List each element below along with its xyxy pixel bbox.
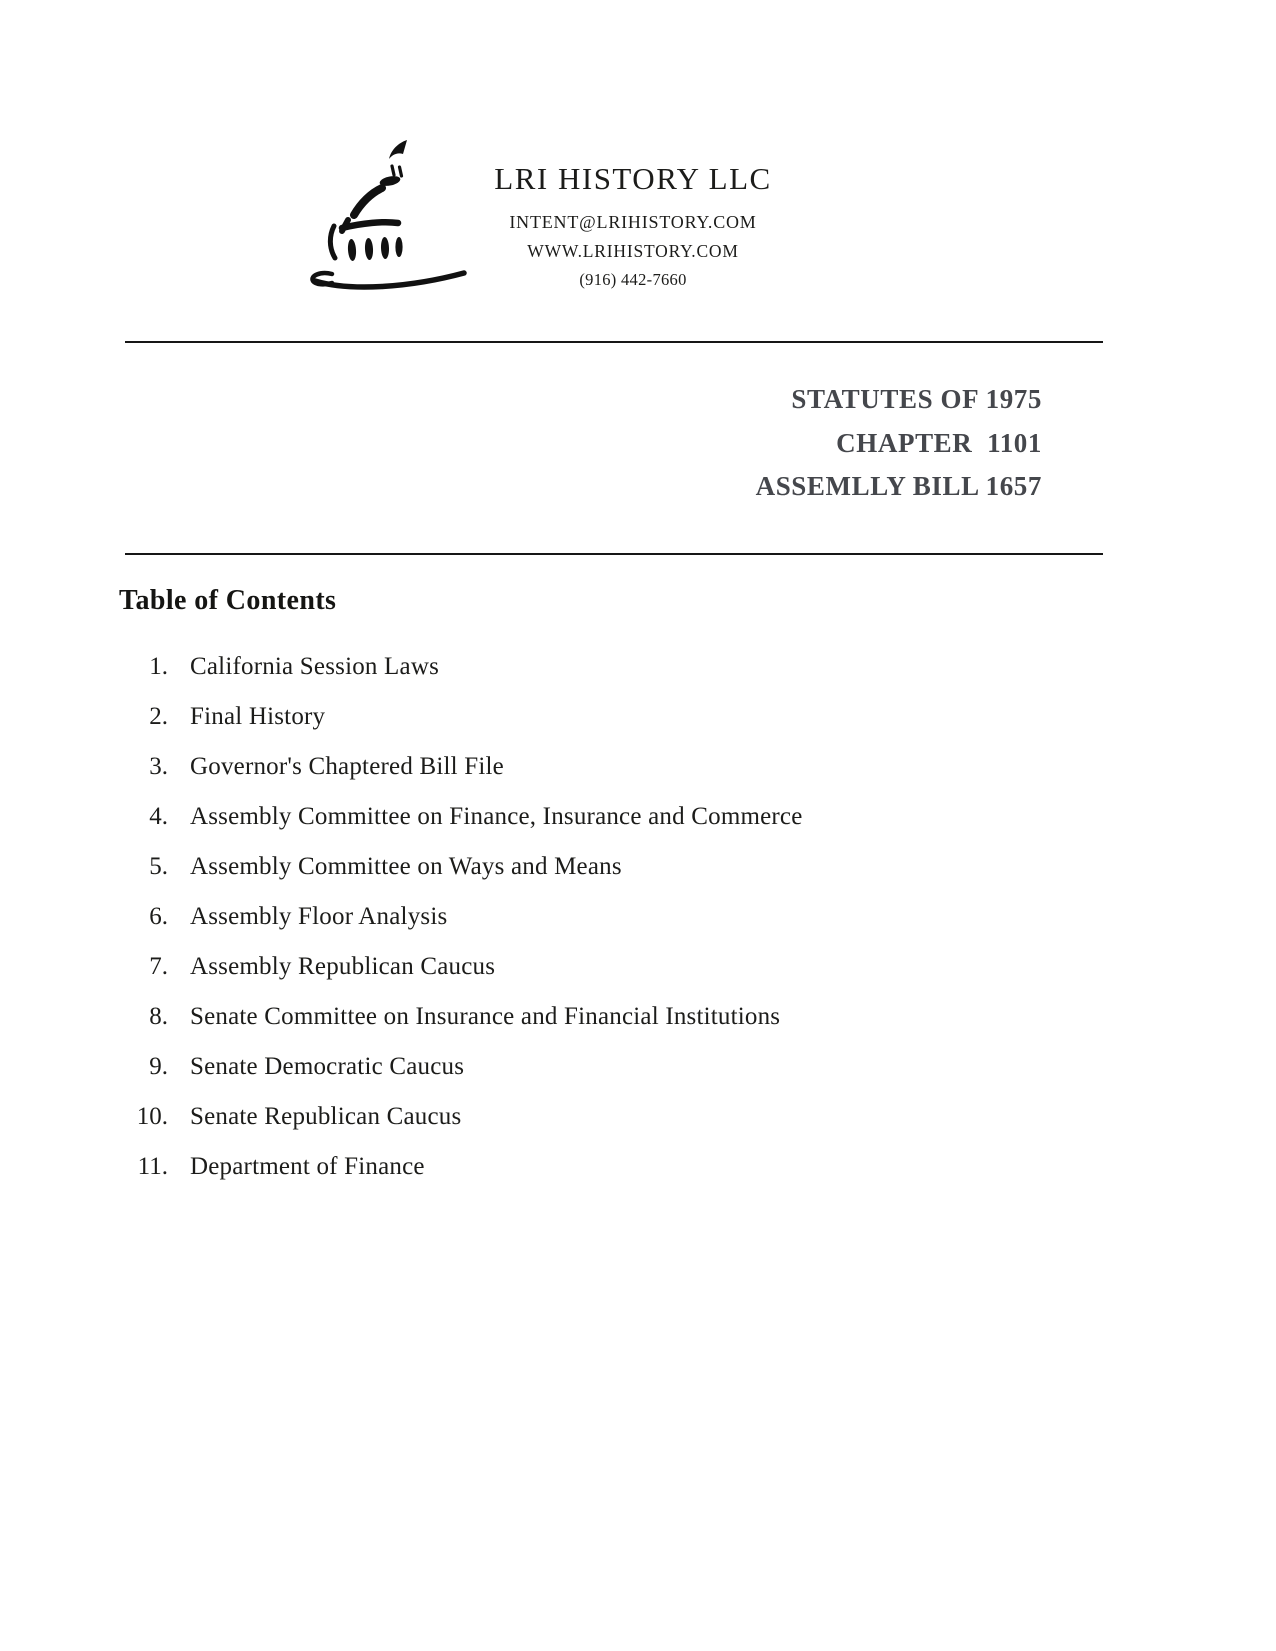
toc-item xyxy=(100,692,1080,742)
assembly-bill-line: ASSEMLLY BILL 1657 xyxy=(755,471,1042,501)
toc-item-number: 8. xyxy=(149,1003,168,1030)
toc-item xyxy=(100,942,1080,992)
toc-item-number: 4. xyxy=(149,803,168,830)
toc-item xyxy=(100,642,1080,692)
toc-item-number: 9. xyxy=(149,1053,168,1080)
toc-item-number: 3. xyxy=(149,753,168,780)
title-block xyxy=(542,0,1042,520)
toc-item-number: 7. xyxy=(149,953,168,980)
toc-item-number: 1. xyxy=(149,653,168,680)
chapter-line: CHAPTER 1101 xyxy=(836,428,1042,458)
toc-item xyxy=(100,792,1080,842)
toc-item xyxy=(100,992,1080,1042)
toc-item xyxy=(100,1142,1080,1192)
toc-item-number: 10. xyxy=(136,1103,168,1130)
toc-item-label: Senate Committee on Insurance and Financial Institutions xyxy=(190,1003,781,1030)
toc-item xyxy=(100,742,1080,792)
toc-item-label: Assembly Floor Analysis xyxy=(190,903,448,930)
company-name: LRI HISTORY LLC xyxy=(494,161,772,196)
divider-bottom xyxy=(125,553,1103,555)
toc-item-label: Assembly Republican Caucus xyxy=(190,953,496,980)
toc-list xyxy=(100,642,1080,1192)
toc-item-label: Senate Republican Caucus xyxy=(190,1103,462,1130)
capitol-dome-logo-icon xyxy=(292,124,474,296)
toc-item xyxy=(100,842,1080,892)
toc-item xyxy=(100,892,1080,942)
toc-item-number: 11. xyxy=(137,1153,168,1180)
company-website: WWW.LRIHISTORY.COM xyxy=(527,241,739,261)
toc-item-number: 6. xyxy=(149,903,168,930)
statutes-year-line: STATUTES OF 1975 xyxy=(791,384,1042,414)
company-phone: (916) 442-7660 xyxy=(579,270,687,289)
toc-heading: Table of Contents xyxy=(119,585,337,616)
toc-item xyxy=(100,1042,1080,1092)
toc-item-label: California Session Laws xyxy=(190,653,440,680)
toc-item-label: Governor's Chaptered Bill File xyxy=(190,753,504,780)
toc-item-label: Department of Finance xyxy=(190,1153,425,1180)
toc-item-label: Senate Democratic Caucus xyxy=(190,1053,465,1080)
company-email: INTENT@LRIHISTORY.COM xyxy=(509,212,757,232)
toc-item xyxy=(100,1092,1080,1142)
toc-item-number: 2. xyxy=(149,703,168,730)
toc-item-number: 5. xyxy=(149,853,168,880)
toc-item-label: Final History xyxy=(190,703,326,730)
toc-item-label: Assembly Committee on Finance, Insurance and Commerce xyxy=(190,803,803,830)
toc-item-label: Assembly Committee on Ways and Means xyxy=(190,853,622,880)
